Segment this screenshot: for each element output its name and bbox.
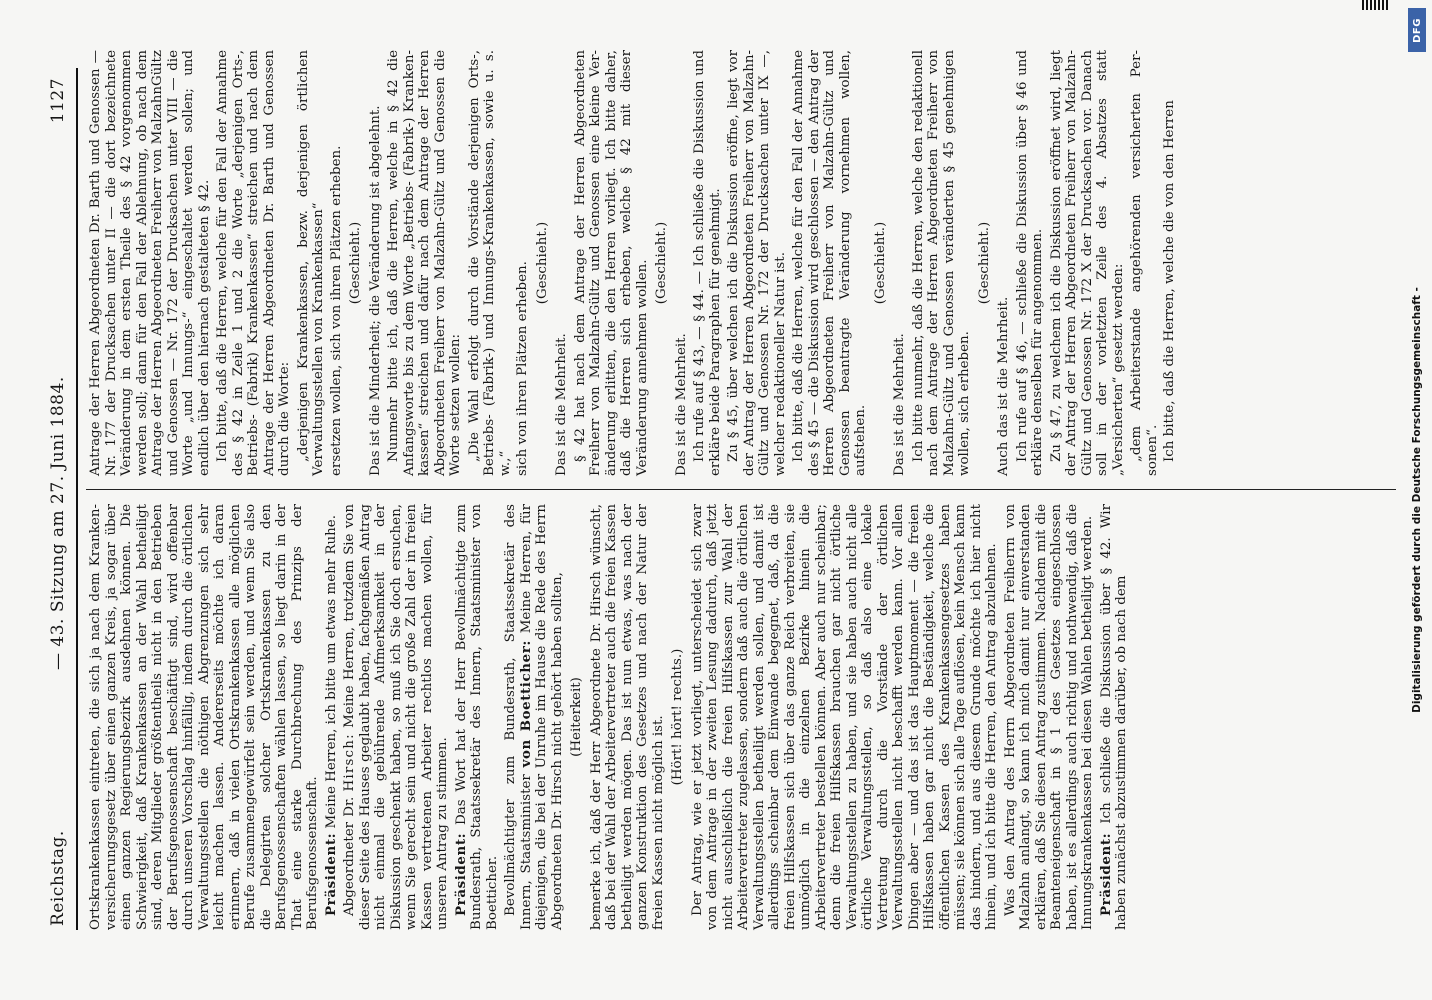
stage-direction: (Geschieht.) — [654, 221, 669, 305]
paragraph-text: Meine Herren, ich bitte um etwas mehr Ruhe. — [323, 515, 339, 833]
stage-direction: (Geschieht.) — [976, 221, 992, 305]
paragraph — [503, 504, 565, 930]
paragraph: Nunmehr bitte ich, daß die Herren, welche in § 42 die Anfangsworte bis zu dem Worte „Betriebs- (Fabrik-) Krankenkassen“ streichen und dafür nach dem Antrage der Herren Abgeordneten Freiherr von Malzahn-Gültz und Genossen die Worte setzen wollen: — [386, 50, 463, 476]
paragraph: Zu § 45, über welchen ich die Diskussion eröffne, liegt vor der Antrag der Herren Abgeordneten Freiherr von Malzahn-Gültz und Genossen Nr. 172 der Drucksachen unter IX —, welcher redaktioneller Natur ist. — [726, 50, 788, 476]
page-number: 1127 — [48, 78, 68, 124]
header-rule — [76, 68, 78, 930]
paragraph — [454, 504, 501, 930]
speaker-label: Präsident: — [322, 832, 339, 916]
paragraph: Das ist die Mehrheit. — [673, 333, 689, 476]
paragraph: Auch das ist die Mehrheit. — [996, 296, 1011, 476]
paragraph — [324, 504, 340, 930]
paragraph-text: Meine Herren, trotzdem Sie von dieser Seite des Hauses geglaubt haben, fachgemäßen Antrag nicht einmal die gebührende Aufmerksamkeit in der Diskussion geschenkt haben, so muß ich Sie doch ersuchen, wenn Sie gerecht sein und nicht die große Zahl der in freien Kassen vertretenen Arbeiter rechtlos machen wollen, für unseren Antrag zu stimmen. — [342, 504, 450, 930]
digitization-note-text: Digitalisierung gefördert durch die Deutsche Forschungsgemeinschaft - — [1411, 287, 1423, 713]
running-header — [48, 0, 74, 1000]
speaker-label: Präsident: — [1097, 832, 1114, 916]
stage-direction: (Heiterkeit) — [569, 677, 584, 757]
stage-direction: (Hört! hört! rechts.) — [670, 648, 685, 786]
speaker-label: Präsident: — [452, 832, 469, 916]
paragraph: Ich bitte, daß die Herren, welche für den Fall der Annahme des § 45 — die Diskussion wird geschlossen — den Antrag der Herren Abgeordneten Freiherr von Malzahn-Gültz und Genossen beantragte Veränderung vornehmen wollen, aufstehen. — [791, 50, 868, 476]
paragraph: Ortskrankenkassen eintreten, die sich ja nach dem Krankenversicherungsgesetz über einen ganzen Kreis, ja sogar über einen ganzen Regierungsbezirk ausdehnen können. Die Schwierigkeit, daß Krankenkassen an der Wahl betheiligt sind, deren Mitglieder größtentheils nicht in den Betrieben der Berufsgenossenschaft beschäftigt sind, wird offenbar durch unseren Vorschlag hinfällig, indem durch die örtlichen Verwaltungsstellen die nöthigen Abgrenzungen sich sehr leicht machen lassen. Andererseits möchte ich daran erinnern, daß in vielen Ortskrankenkassen alle möglichen Berufe zusammengewürfelt sein werden, und wenn Sie also die Delegirten solcher Ortskrankenkassen zu den Berufsgenossenschaften wählen lassen, so liegt darin in der That eine starke Durchbrechung des Prinzips der Berufsgenossenschaft. — [88, 504, 320, 930]
paragraph: Ich rufe auf § 43, — § 44. — Ich schließe die Diskussion und erkläre beide Paragraphen für genehmigt. — [692, 50, 723, 476]
paragraph: bemerke ich, daß der Herr Abgeordnete Dr. Hirsch wünscht, daß bei der Wahl der Arbeitervertreter auch die freien Kassen betheiligt werden mögen. Das ist nun etwas, was nach der ganzen Konstruktion des Gesetzes und nach der Natur der freien Kassen nicht möglich ist. — [588, 504, 666, 930]
quoted-text: „Die Wahl erfolgt durch die Vorstände derjenigen Orts-, Betriebs- (Fabrik-) und Innungs-Krankenkassen, sowie u. s. w.,“ — [466, 50, 513, 476]
paragraph-text: Bevollmächtigter zum Bundesrath, Staatssekretär des Innern, Staatsminister — [503, 504, 534, 930]
paragraph: Ich bitte nunmehr, daß die Herren, welche den redaktionell nach dem Antrage der Herren Abgeordneten Freiherr von Malzahn-Gültz und Genossen veränderten § 45 genehmigen wollen, sich erheben. — [910, 50, 972, 476]
paragraph: Ich bitte, daß die Herren, welche die von den Herren — [1162, 100, 1177, 462]
paragraph — [342, 504, 451, 930]
paragraph: Der Antrag, wie er jetzt vorliegt, unterscheidet sich zwar von dem Antrage in der zweiten Lesung dadurch, daß jetzt nicht ausschließlich die freien Hilfskassen zur Wahl der Arbeitervertreter zugelassen, sondern daß auch die örtlichen Verwaltungsstellen betheiligt werden sollen, und damit ist allerdings scheinbar dem Einwande begegnet, daß, da die freien Hilfskassen sich über das ganze Reich verbreiten, sie unmöglich in die einzelnen Bezirke hinein die Arbeitervertreter bestellen können. Aber auch nur scheinbar; denn die freien Hilfskassen brauchen gar nicht örtliche Verwaltungsstellen zu haben, und sie haben auch nicht alle örtliche Verwaltungsstellen, so daß also eine lokale Vertretung durch die Vorstände der örtlichen Verwaltungsstellen nicht beschafft werden kann. Vor allen Dingen aber — und das ist das Hauptmoment — die freien Hilfskassen haben gar nicht die Beständigkeit, welche die öffentlichen Kassen des Krankenkassengesetzes haben müssen; sie können sich alle Tage auflösen, kein Mensch kann das hindern, und aus diesem Grunde möchte ich hier nicht hinein, und ich bitte die Herren, den Antrag abzulehnen. — [689, 504, 999, 930]
paragraph: Was den Antrag des Herrn Abgeordneten Freiherrn von Malzahn anlangt, so kann ich mich damit nur einverstanden erklären, daß Sie diesen Antrag zustimmen. Nachdem mit die Beamteneigenschaft in § 1 des Gesetzes eingeschlossen haben, ist es allerdings auch richtig und nothwendig, daß die Innungskrankenkassen bei diesen Wahlen betheiligt werden. — [1002, 504, 1095, 930]
header-left: Reichstag. — [48, 830, 68, 926]
speaker-label: Hirsch: — [342, 733, 357, 792]
paragraph: Das ist die Mehrheit. — [892, 333, 907, 476]
paragraph — [1099, 504, 1130, 930]
paragraph: Das ist die Mehrheit. — [554, 333, 569, 476]
dfg-logo-text: DFG — [1411, 17, 1423, 43]
paragraph: Zu § 47, zu welchem ich die Diskussion eröffnet wird, liegt der Antrag der Herren Abgeordneten Freiherr von Malzahn-Gültz und Genossen Nr. 172 X der Drucksachen vor. Danach soll in der vorletzten Zeile des 4. Absatzes statt „Versicherten“ gesetzt werden: — [1048, 50, 1126, 476]
header-center: — 43. Sitzung am 27. Juni 1884. — [48, 376, 68, 670]
paragraph: Ich bitte, daß die Herren, welche für den Fall der Annahme des § 42 in Zeile 1 und 2 die Worte „derjenigen Orts-, Betriebs- (Fabrik) Krankenkassen“ streichen und nach dem Antrage der Herren Abgeordneten Dr. Barth und Genossen durch die Worte: — [215, 50, 292, 476]
stage-direction: (Geschieht.) — [872, 221, 888, 305]
quoted-text: „dem Arbeiterstande angehörenden versicherten Personen“. — [1129, 50, 1160, 476]
right-column — [88, 50, 1181, 476]
stage-direction: (Geschieht.) — [348, 221, 363, 305]
paragraph: Antrage der Herren Abgeordneten Dr. Barth und Genossen — Nr. 177 der Drucksachen unter II — die dort bezeichnete Veränderung in dem ersten Theile des § 42 vorgenommen werden soll; dann für den Fall der Ablehnung, ob nach dem Antrage der Herren Abgeordneten Freiherr von MalzahnGültz und Genossen — Nr. 172 der Drucksachen unter VIII — die Worte „und Innungs-“ eingeschaltet werden sollen; und endlich über den hiernach gestalteten § 42. — [88, 50, 212, 476]
stage-direction: (Geschieht.) — [534, 221, 550, 305]
paragraph-text: Abgeordneter Dr. — [342, 791, 357, 916]
paragraph: ersetzen wollen, sich von ihren Plätzen erheben. — [328, 145, 344, 476]
paragraph-text: Das Wort hat der Herr Bevollmächtigte zum Bundesrath, Staatssekretär des Innern, Staatsminister von Boetticher. — [453, 504, 500, 930]
column-divider — [86, 489, 1396, 490]
speaker-label: von Boetticher: — [517, 640, 534, 768]
paragraph-text: Meine Herren, für diejenigen, die bei der Unruhe im Hause die Rede des Herrn Abgeordneten Dr. Hirsch nicht gehört haben sollten, — [518, 504, 565, 930]
left-column — [88, 504, 1133, 930]
quoted-text: „derjenigen Krankenkassen, bezw. derjenigen örtlichen Verwaltungsstellen von Krankenkassen“ — [295, 50, 326, 476]
paragraph: § 42 hat nach dem Antrage der Herren Abgeordneten Freiherr von Malzahn-Gültz und Genossen eine kleine Veränderung erlitten, die den Herren vorliegt. Ich bitte daher, daß die Herren sich erheben, welche § 42 mit dieser Veränderung annehmen wollen. — [572, 50, 650, 476]
paragraph: Ich rufe auf § 46, — schließe die Diskussion über § 46 und erkläre denselben für angenommen. — [1014, 50, 1045, 476]
digitization-note — [1405, 0, 1429, 1000]
paragraph: sich von ihren Plätzen erheben. — [515, 261, 530, 476]
paragraph: Das ist die Minderheit; die Veränderung ist abgelehnt. — [367, 105, 383, 476]
paragraph-text: Ich schließe die Diskussion über § 42. Wir haben zunächst abzustimmen darüber, ob nach dem — [1098, 504, 1129, 930]
